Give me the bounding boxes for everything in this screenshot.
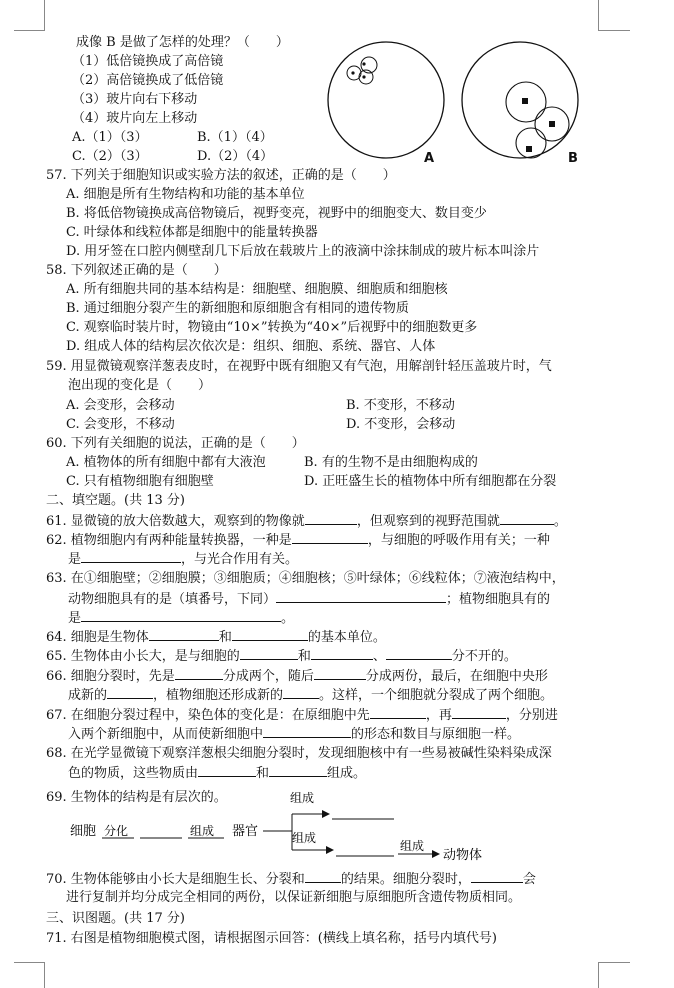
q59-option-a: A. 会变形，会移动	[66, 398, 175, 413]
crop-mark	[44, 962, 45, 988]
q56-choice: A.（1）（3）	[72, 130, 148, 145]
q68-text: 色的物质，这些物质由	[68, 766, 199, 781]
q63-text: ；植物细胞具有的	[446, 592, 551, 607]
label-compose: 组成	[400, 839, 425, 853]
q57-stem: 57. 下列关于细胞知识或实验方法的叙述，正确的是（ ）	[46, 168, 396, 183]
answer-blank[interactable]	[305, 870, 341, 883]
q61-text: 。	[553, 514, 567, 529]
q60-stem: 60. 下列有关细胞的说法，正确的是（ ）	[46, 436, 305, 451]
q65	[46, 647, 517, 665]
q60-option-a: A. 植物体的所有细胞中都有大液泡	[66, 455, 266, 470]
q62-line2	[68, 550, 298, 568]
q58-stem: 58. 下列叙述正确的是（ ）	[46, 263, 227, 278]
q63-text: 。	[281, 611, 295, 626]
node-organ: 器官	[232, 824, 259, 839]
q56-choice: B.（1）（4）	[197, 130, 273, 145]
q64	[46, 628, 386, 646]
q67-text: ，分别进	[505, 708, 558, 723]
q57-option-b: B. 将低倍物镜换成高倍物镜后，视野变亮，视野中的细胞变大、数目变少	[66, 206, 487, 221]
q63-line1: 63. 在①细胞壁；②细胞膜；③细胞质；④细胞核；⑤叶绿体；⑥线粒体；⑦液泡结构中，	[46, 571, 565, 586]
q68-line2	[68, 764, 366, 782]
label-compose: 组成	[190, 824, 215, 838]
q61-text: 61. 显微镜的放大倍数越大，观察到的物像就	[46, 514, 305, 529]
q67-text: 入两个新细胞中，从而使新细胞中	[68, 727, 264, 742]
q70-text: 的结果。细胞分裂时，	[340, 872, 471, 887]
answer-blank[interactable]	[198, 764, 256, 777]
q65-text: 65. 生物体由小长大，是与细胞的	[46, 649, 240, 664]
q60-option-c: C. 只有植物细胞有细胞壁	[66, 474, 214, 489]
q66-text: 分成两个，随后	[222, 669, 314, 684]
q56-option: （1）低倍镜换成了高倍镜	[72, 54, 224, 69]
q56-choice: D.（2）（4）	[197, 149, 274, 164]
q61-text: ，但观察到的视野范围就	[356, 514, 500, 529]
answer-blank[interactable]	[452, 706, 506, 719]
label-compose: 组成	[290, 791, 315, 805]
q62-text: ，与细胞的呼吸作用有关；一种	[367, 533, 550, 548]
q68-text: 和	[256, 766, 270, 781]
answer-blank[interactable]	[276, 590, 446, 603]
answer-blank[interactable]	[149, 628, 219, 641]
answer-blank[interactable]	[263, 725, 351, 738]
crop-mark	[14, 962, 45, 963]
answer-blank[interactable]	[240, 647, 298, 660]
q59-stem: 59. 用显微镜观察洋葱表皮时，在视野中既有细胞又有气泡，用解剖针轻压盖玻片时，气	[46, 359, 552, 374]
q66-line1	[46, 667, 548, 685]
q62-text: 62. 植物细胞内有两种能量转换器，一种是	[46, 533, 292, 548]
q59-option-b: B. 不变形，不移动	[346, 398, 455, 413]
q64-text: 64. 细胞是生物体	[46, 630, 149, 645]
q57-option-a: A. 细胞是所有生物结构和功能的基本单位	[66, 187, 305, 202]
section-heading-diagram: 三、识图题。(共 17 分)	[46, 911, 185, 926]
q64-text: 和	[218, 630, 232, 645]
answer-blank[interactable]	[175, 667, 223, 680]
q68-line1: 68. 在光学显微镜下观察洋葱根尖细胞分裂时，发现细胞核中有一些易被碱性染料染成深	[46, 746, 552, 761]
q67-text: 67. 在细胞分裂过程中，染色体的变化是：在原细胞中先	[46, 708, 370, 723]
answer-blank[interactable]	[81, 550, 181, 563]
q56-choice: C.（2）（3）	[72, 149, 148, 164]
answer-blank[interactable]	[311, 647, 373, 660]
answer-blank[interactable]	[370, 706, 426, 719]
q65-text: 、	[372, 649, 386, 664]
answer-blank[interactable]	[81, 609, 281, 622]
q58-option-b: B. 通过细胞分裂产生的新细胞和原细胞含有相同的遗传物质	[66, 301, 409, 316]
crop-mark	[598, 0, 599, 30]
q64-text: 的基本单位。	[307, 630, 386, 645]
q59-option-d: D. 不变形，会移动	[346, 417, 456, 432]
figure-label-a: A	[424, 151, 435, 166]
answer-blank[interactable]	[386, 647, 452, 660]
q57-option-d: D. 用牙签在口腔内侧壁刮几下后放在载玻片上的液滴中涂抹制成的玻片标本叫涂片	[66, 244, 540, 259]
answer-blank[interactable]	[232, 628, 308, 641]
crop-mark	[598, 30, 630, 31]
q66-text: 分成两份，最后，在细胞中央形	[365, 669, 548, 684]
label-differentiate: 分化	[104, 824, 129, 838]
q58-option-c: C. 观察临时装片时，物镜由“10×”转换为“40×”后视野中的细胞数更多	[66, 320, 478, 335]
q56-option: （4）玻片向左上移动	[72, 111, 198, 126]
q71-stem: 71. 右图是植物细胞模式图，请根据图示回答：(横线上填名称，括号内填代号)	[46, 931, 497, 946]
q69-stem: 69. 生物体的结构是有层次的。	[46, 790, 227, 805]
figure-label-b: B	[568, 151, 578, 166]
q63-text: 是	[68, 611, 82, 626]
q66-line2	[68, 686, 553, 704]
microscope-field-a	[316, 40, 458, 160]
microscope-field-b	[460, 40, 580, 160]
section-heading-fill-in: 二、填空题。(共 13 分)	[46, 493, 185, 508]
q56-option: （2）高倍镜换成了低倍镜	[72, 73, 224, 88]
node-animal: 动物体	[443, 848, 483, 863]
label-compose: 组成	[292, 831, 317, 845]
q57-option-c: C. 叶绿体和线粒体都是细胞中的能量转换器	[66, 225, 318, 240]
q56-option: （3）玻片向右下移动	[72, 92, 198, 107]
q62-text: 是	[68, 552, 82, 567]
q70-line2: 进行复制并均分成完全相同的两份，以保证新细胞与原细胞所含遗传物质相同。	[66, 890, 522, 905]
q56-stem: 成像 B 是做了怎样的处理？（ ）	[76, 35, 289, 50]
q65-text: 分不开的。	[451, 649, 517, 664]
q63-text: 动物细胞具有的是（填番号，下同）	[68, 592, 277, 607]
q62-text: ，与光合作用有关。	[181, 552, 299, 567]
q59-stem-cont: 泡出现的变化是（ ）	[68, 378, 212, 393]
answer-blank[interactable]	[107, 686, 153, 699]
q61	[46, 512, 567, 530]
answer-blank[interactable]	[500, 512, 554, 525]
q60-option-b: B. 有的生物不是由细胞构成的	[304, 455, 478, 470]
q67-text: ，再	[425, 708, 452, 723]
q63-line3	[68, 609, 294, 627]
q67-text: 的形态和数目与原细胞一样。	[351, 727, 521, 742]
q70-text: 70. 生物体能够由小长大是细胞生长、分裂和	[46, 872, 305, 887]
q70-line1	[46, 870, 536, 888]
q67-line1	[46, 706, 558, 724]
q68-text: 组成。	[327, 766, 367, 781]
crop-mark	[44, 0, 45, 30]
q66-text: 。这样，一个细胞就分裂成了两个细胞。	[319, 688, 554, 703]
q58-option-d: D. 组成人体的结构层次依次是：组织、细胞、系统、器官、人体	[66, 339, 436, 354]
q60-option-d: D. 正旺盛生长的植物体中所有细胞都在分裂	[304, 474, 557, 489]
answer-blank[interactable]	[292, 531, 368, 544]
q65-text: 和	[297, 649, 311, 664]
q66-text: 66. 细胞分裂时，先是	[46, 669, 175, 684]
structure-hierarchy-diagram	[60, 784, 500, 874]
q66-text: 成新的	[68, 688, 108, 703]
q59-option-c: C. 会变形，不移动	[66, 417, 175, 432]
q70-text: 会	[522, 872, 536, 887]
node-cell: 细胞	[70, 824, 97, 839]
answer-blank[interactable]	[283, 686, 319, 699]
crop-mark	[14, 30, 45, 31]
q63-line2	[68, 590, 550, 608]
answer-blank[interactable]	[314, 667, 366, 680]
q66-text: ，植物细胞还形成新的	[153, 688, 284, 703]
q62-line1	[46, 531, 550, 549]
crop-mark	[598, 962, 599, 988]
crop-mark	[598, 962, 630, 963]
q67-line2	[68, 725, 520, 743]
answer-blank[interactable]	[269, 764, 327, 777]
q58-option-a: A. 所有细胞共同的基本结构是：细胞壁、细胞膜、细胞质和细胞核	[66, 282, 448, 297]
answer-blank[interactable]	[305, 512, 357, 525]
answer-blank[interactable]	[471, 870, 523, 883]
